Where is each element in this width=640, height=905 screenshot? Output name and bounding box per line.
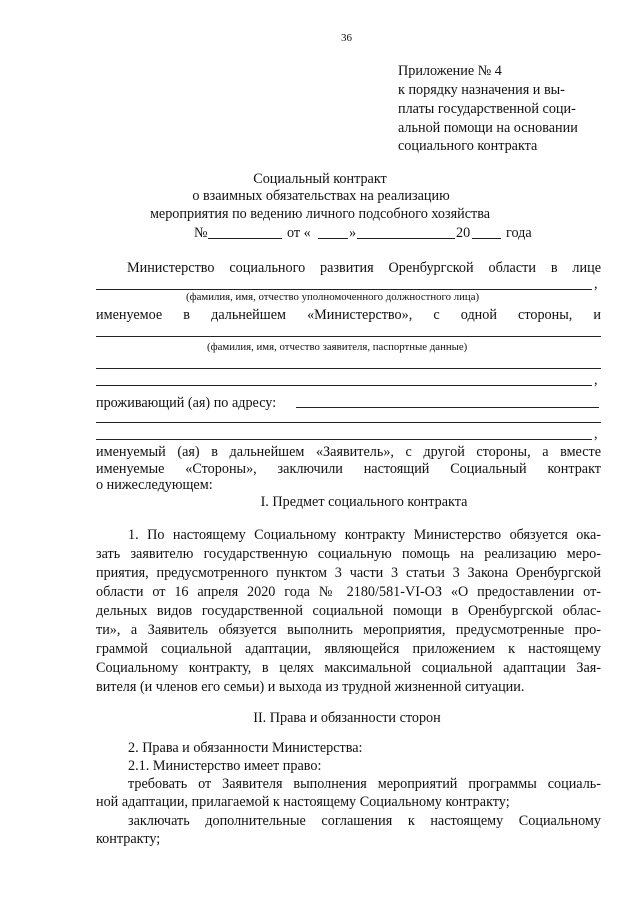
appendix-line: альной помощи на основании: [398, 120, 578, 136]
address-comma: ,: [594, 426, 598, 442]
section-heading: II. Права и обязанности сторон: [253, 710, 441, 726]
address-label: проживающий (ая) по адресу:: [96, 395, 277, 411]
paragraph-line: граммой социальной адаптации, являющейся приложением к настоящему: [96, 641, 601, 657]
date-day-blank: [318, 238, 348, 239]
paragraph-line: вителя (и членов его семьи) и выхода из трудной жизненной ситуации.: [96, 679, 525, 695]
paragraph-line: Социальному контракту, в целях максимальной социальной адаптации Зая-: [96, 660, 601, 676]
right-line: заключать дополнительные соглашения к настоящему Социальному: [128, 813, 601, 829]
section-heading: I. Предмет социального контракта: [260, 494, 468, 510]
named-applicant-line: о нижеследующем:: [96, 477, 213, 493]
contract-number-blank: [208, 238, 282, 239]
year-blank: [472, 238, 501, 239]
title-line: Социальный контракт: [253, 171, 387, 187]
named-ministry: именуемое в дальнейшем «Министерство», с одной стороны, и: [96, 307, 601, 323]
year-suffix: года: [506, 225, 532, 241]
title-line: мероприятия по ведению личного подсобного хозяйства: [149, 206, 491, 222]
clause-2: 2. Права и обязанности Министерства:: [128, 740, 363, 756]
paragraph-line: области от 16 апреля 2020 года № 2180/581-VI-ОЗ «О предоставлении от-: [96, 584, 601, 600]
paragraph-line: приятия, предусмотренного пунктом 3 части 3 статьи 3 Закона Оренбургской: [96, 565, 601, 581]
official-name-comma: ,: [594, 276, 598, 292]
date-from-label: от «: [287, 225, 311, 241]
appendix-line: социального контракта: [398, 138, 538, 154]
paragraph-line: 1. По настоящему Социальному контракту Министерство обязуется ока-: [128, 527, 601, 543]
paragraph-line: дельных видов государственной социальной помощи в Оренбургской облас-: [96, 603, 601, 619]
applicant-blank-2: [96, 368, 601, 369]
right-line: требовать от Заявителя выполнения мероприятий программы социаль-: [128, 776, 601, 792]
applicant-comma: ,: [594, 372, 598, 388]
applicant-blank-3: [96, 385, 592, 386]
right-line: контракту;: [96, 831, 161, 847]
year-prefix: 20: [456, 225, 471, 241]
right-line: ной адаптации, прилагаемой к настоящему Социальному контракту;: [96, 794, 510, 810]
paragraph-line: зать заявителю государственную социальную помощь на реализацию меро-: [96, 546, 601, 562]
ministry-intro: Министерство социального развития Оренбургской области в лице: [127, 260, 601, 276]
official-name-blank: [96, 289, 592, 290]
named-applicant-line: именуемые «Стороны», заключили настоящий Социальный контракт: [96, 461, 601, 477]
named-applicant-line: именуемый (ая) в дальнейшем «Заявитель», с другой стороны, а вместе: [96, 444, 601, 460]
address-blank-1: [296, 407, 599, 408]
appendix-line: Приложение № 4: [398, 63, 502, 79]
address-blank-2: [96, 422, 601, 423]
contract-number-label: №: [194, 225, 208, 241]
address-blank-3: [96, 439, 592, 440]
paragraph-line: ти», а Заявитель обязуется выполнить мероприятия, предусмотренные про-: [96, 622, 601, 638]
applicant-blank-1: [96, 336, 601, 337]
date-close-quote: »: [349, 225, 357, 241]
page-number: 36: [341, 32, 352, 44]
appendix-line: платы государственной соци-: [398, 101, 576, 117]
date-month-blank: [357, 238, 455, 239]
appendix-line: к порядку назначения и вы-: [398, 82, 565, 98]
title-line: о взаимных обязательствах на реализацию: [192, 188, 450, 204]
clause-2-1: 2.1. Министерство имеет право:: [128, 758, 322, 774]
applicant-caption: (фамилия, имя, отчество заявителя, паспортные данные): [207, 341, 468, 353]
official-caption: (фамилия, имя, отчество уполномоченного должностного лица): [186, 291, 480, 303]
